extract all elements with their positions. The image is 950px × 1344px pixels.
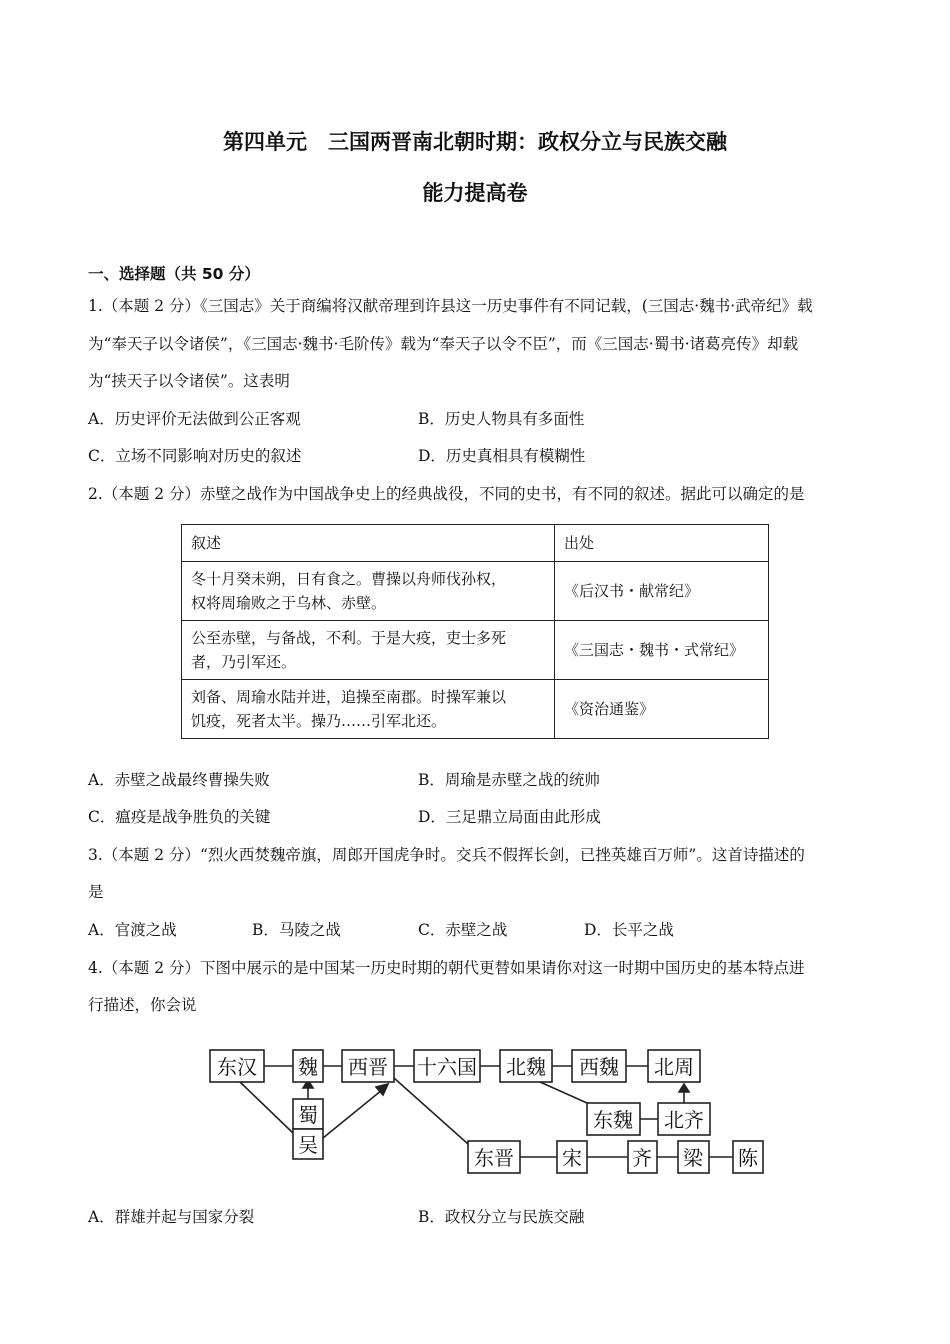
table-row: [182, 562, 769, 621]
node-xi-jin: 西晋: [348, 1055, 388, 1079]
q2-stem-line1: 2.（本题 2 分）赤壁之战作为中国战争史上的经典战役，不同的史书，有不同的叙述。据此可以确定的是: [88, 485, 805, 503]
node-wei: 魏: [298, 1055, 318, 1079]
q3-option-c: C．赤壁之战: [418, 921, 508, 939]
table-cell-narrative: [182, 562, 555, 621]
q1-option-c: C．立场不同影响对历史的叙述: [88, 447, 302, 465]
table-cell-source: 《后汉书・献常纪》: [555, 562, 769, 621]
page-title: 第四单元 三国两晋南北朝时期：政权分立与民族交融: [223, 130, 727, 154]
source-table: [181, 524, 769, 739]
q4-stem-line1: 4.（本题 2 分）下图中展示的是中国某一历史时期的朝代更替如果请你对这一时期中国历史的基本特点进: [88, 959, 805, 977]
table-cell-source: 《三国志・魏书・式常纪》: [555, 621, 769, 680]
narrative-line: 刘备、周瑜水陆并进，追操至南郡。时操军兼以: [191, 688, 507, 706]
q1-stem-line3: 为“挟天子以令诸侯”。这表明: [88, 372, 290, 390]
q1-stem-line1: 1.（本题 2 分）《三国志》关于商编将汉献帝理到许县这一历史事件有不同记载，(三国志·魏书·武帝纪》载: [88, 297, 813, 315]
dynasty-diagram: [200, 1040, 770, 1180]
narrative-line: 公至赤壁，与备战，不利。于是大疫，吏士多死: [191, 629, 507, 647]
node-shiliu-guo: 十六国: [417, 1055, 477, 1079]
node-chen: 陈: [738, 1146, 758, 1170]
node-qi: 齐: [632, 1146, 652, 1170]
node-dong-jin: 东晋: [474, 1146, 514, 1170]
node-dong-wei: 东魏: [593, 1108, 633, 1132]
narrative-line: 者，乃引军还。: [191, 653, 297, 671]
page-subtitle: 能力提高卷: [422, 181, 528, 205]
q2-option-a: A．赤壁之战最终曹操失败: [88, 771, 270, 789]
table-header-row: [182, 525, 769, 562]
q3-option-b: B．马陵之战: [252, 921, 341, 939]
q1-option-b: B．历史人物具有多面性: [418, 410, 585, 428]
q3-option-d: D．长平之战: [584, 921, 674, 939]
table-cell-narrative: [182, 680, 555, 739]
q3-option-a: A．官渡之战: [88, 921, 177, 939]
table-row: [182, 680, 769, 739]
table-header-narrative: 叙述: [182, 525, 555, 562]
section-heading: 一、选择题（共 50 分）: [88, 265, 260, 283]
node-liang: 梁: [683, 1146, 703, 1170]
node-bei-zhou: 北周: [654, 1055, 694, 1079]
table-cell-source: 《资治通鉴》: [555, 680, 769, 739]
q4-stem-line2: 行描述，你会说: [88, 996, 197, 1014]
q1-stem-line2: 为“奉天子以令诸侯”，《三国志·魏书·毛阶传》载为“奉天子以令不臣”，而《三国志·蜀书·诸葛亮传》却载: [88, 335, 799, 353]
node-song: 宋: [562, 1146, 582, 1170]
q1-option-d: D．历史真相具有模糊性: [418, 447, 586, 465]
node-dong-han: 东汉: [217, 1055, 257, 1079]
q2-option-d: D．三足鼎立局面由此形成: [418, 808, 601, 826]
table-header-source: 出处: [555, 525, 769, 562]
node-wu: 吴: [298, 1133, 318, 1157]
q2-option-b: B．周瑜是赤壁之战的统帅: [418, 771, 600, 789]
q4-option-a: A．群雄并起与国家分裂: [88, 1208, 255, 1226]
q3-stem-line1: 3.（本题 2 分）“烈火西焚魏帝旗，周郎开国虎争时。交兵不假挥长剑，已挫英雄百万师”。这首诗描述的: [88, 846, 805, 864]
node-bei-qi: 北齐: [664, 1108, 704, 1132]
table-cell-narrative: [182, 621, 555, 680]
narrative-line: 饥疫，死者太半。操乃……引军北还。: [191, 712, 447, 730]
node-xi-wei: 西魏: [579, 1055, 619, 1079]
node-shu: 蜀: [298, 1103, 318, 1127]
narrative-line: 冬十月癸未朔，日有食之。曹操以舟师伐孙权，: [191, 570, 507, 588]
q2-option-c: C．瘟疫是战争胜负的关键: [88, 808, 271, 826]
table-row: [182, 621, 769, 680]
node-bei-wei: 北魏: [506, 1055, 546, 1079]
q1-option-a: A．历史评价无法做到公正客观: [88, 410, 301, 428]
narrative-line: 权将周瑜败之于乌林、赤壁。: [191, 594, 387, 612]
q4-option-b: B．政权分立与民族交融: [418, 1208, 585, 1226]
q3-stem-line2: 是: [88, 883, 104, 901]
